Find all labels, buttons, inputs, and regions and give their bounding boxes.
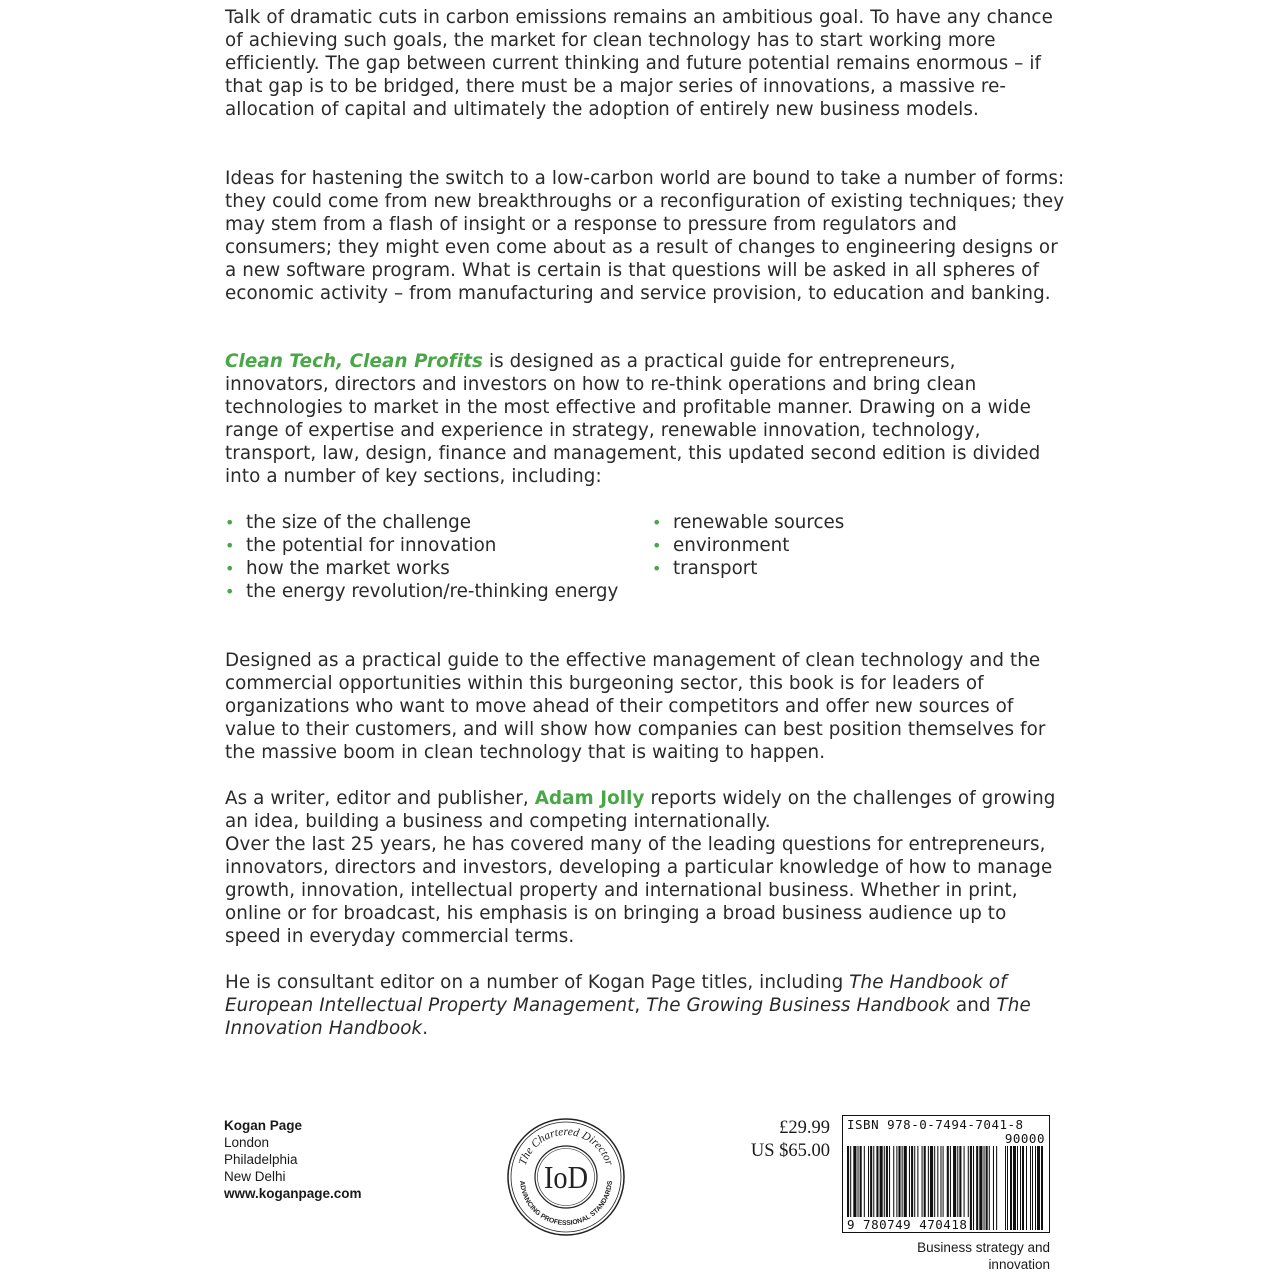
isbn-addon-code: 90000: [1004, 1131, 1045, 1146]
paragraph-5-text: [225, 787, 1065, 833]
addon-bar: [1030, 1146, 1031, 1230]
barcode-bar: [979, 1146, 982, 1230]
list-item-label: the energy revolution/re-thinking energy: [246, 581, 619, 602]
list-item: [225, 534, 625, 557]
barcode-bar: [993, 1146, 994, 1230]
list-item: [225, 511, 625, 534]
title-growing-business: The Growing Business Handbook: [646, 995, 950, 1016]
publisher-website: www.koganpage.com: [224, 1186, 362, 1201]
publisher-info: [224, 1117, 362, 1202]
paragraph-editor: [225, 971, 1065, 1040]
author-intro-rest: reports widely on the challenges of growing an idea, building a business and competing internationally.: [225, 788, 1056, 832]
isbn-barcode: [842, 1115, 1050, 1233]
paragraph-1-text: Talk of dramatic cuts in carbon emissions remains an ambitious goal. To have any chance of achieving such goals, the market for clean technology has to start working more efficiently. The gap between current thinking and future potential remains enormous – if that gap is to be bridged, there must be a major series of innovations, a massive re-allocation of capital and ultimately the adoption of entirely new business models.: [225, 7, 1053, 120]
seal-top-text: The Chartered Director: [516, 1125, 616, 1167]
bullet-icon: •: [225, 513, 235, 532]
addon-bar: [1020, 1146, 1021, 1230]
paragraph-3-rest: is designed as a practical guide for entrepreneurs, innovators, directors and investors on how to re-think operations and bring clean technologies to market in the most effective and profitable manner. Drawing on a wide range of expertise and experience in strategy, renewable innovation, technology, transport, law, design, finance and management, this updated second edition is divided into a number of key sections, including:: [225, 351, 1041, 487]
addon-bar: [1007, 1146, 1008, 1230]
barcode-bar: [989, 1146, 990, 1230]
publisher-city: London: [224, 1135, 270, 1150]
title-innovation-handbook: The Innovation Handbook: [225, 995, 1031, 1039]
paragraph-book-summary: [225, 350, 1065, 488]
publisher-name: Kogan Page: [224, 1118, 303, 1133]
separator: ,: [634, 995, 647, 1016]
paragraph-5-bio: Over the last 25 years, he has covered many of the leading questions for entrepreneurs, innovators, directors and investors, developing a particular knowledge of how to manage growth, innovation, intellectual property and international business. Whether in print, online or for broadcast, his emphasis is on bringing a broad business audience up to speed in everyday commercial terms.: [225, 834, 1053, 947]
seal-bottom-text: ADVANCING PROFESSIONAL STANDARDS: [517, 1180, 615, 1228]
list-item-label: environment: [673, 535, 790, 556]
paragraph-author: [225, 787, 1065, 948]
paragraph-2-text: Ideas for hastening the switch to a low-carbon world are bound to take a number of forms: they could come from new breakthroughs or a reconfiguration of existing techniques; they may stem from a flash of insight or a response to pressure from regulators and consumers; they might even come about as a result of changes to engineering designs or a new software program. What is certain is that questions will be asked in all spheres of economic activity – from manufacturing and service provision, to education and banking.: [225, 168, 1065, 304]
barcode-bar: [976, 1146, 978, 1230]
barcode-bar: [984, 1146, 985, 1230]
list-item: [225, 580, 625, 603]
addon-bar: [1032, 1146, 1033, 1230]
bullet-icon: •: [225, 559, 235, 578]
list-item: [652, 511, 952, 534]
separator: and: [949, 995, 997, 1016]
author-intro: As a writer, editor and publisher,: [225, 788, 535, 809]
title-ip-handbook: The Handbook of European Intellectual Property Management: [225, 972, 1007, 1016]
paragraph-6-text: [225, 971, 1065, 1040]
addon-bar: [1026, 1146, 1027, 1230]
addon-bar: [1022, 1146, 1024, 1230]
editor-intro: He is consultant editor on a number of Kogan Page titles, including: [225, 972, 850, 993]
paragraph-intro: [225, 6, 1065, 121]
bullet-icon: •: [652, 513, 662, 532]
bullet-icon: •: [225, 582, 235, 601]
addon-bar: [1013, 1146, 1016, 1230]
list-item-label: the potential for innovation: [246, 535, 497, 556]
list-item: [652, 557, 952, 580]
paragraph-3-text: [225, 350, 1065, 488]
bullet-icon: •: [225, 536, 235, 555]
price-uk: £29.99: [779, 1118, 830, 1138]
addon-bar: [1041, 1146, 1043, 1230]
addon-bar: [1005, 1146, 1006, 1230]
price-us: US $65.00: [750, 1141, 830, 1161]
list-item: [225, 557, 625, 580]
publisher-city: Philadelphia: [224, 1152, 298, 1167]
period: .: [422, 1018, 429, 1039]
barcode-bar: [986, 1146, 988, 1230]
publisher-city: New Delhi: [224, 1169, 286, 1184]
addon-bar: [1010, 1146, 1012, 1230]
addon-bar: [1037, 1146, 1040, 1230]
book-category: Business strategy and innovation: [917, 1240, 1050, 1272]
addon-bar: [1017, 1146, 1018, 1230]
barcode-bar: [970, 1146, 972, 1230]
list-item-label: renewable sources: [673, 512, 845, 533]
book-title: Clean Tech, Clean Profits: [225, 351, 484, 372]
list-item-label: transport: [673, 558, 758, 579]
seal-monogram: IoD: [544, 1159, 588, 1195]
price-block: [700, 1117, 830, 1163]
key-sections-list-left: [225, 511, 625, 603]
bullet-icon: •: [652, 536, 662, 555]
list-item: [652, 534, 952, 557]
barcode-bar: [996, 1146, 997, 1230]
chartered-director-seal-icon: [506, 1117, 626, 1237]
barcode-bar: [973, 1146, 974, 1230]
paragraph-ideas: [225, 167, 1065, 305]
isbn-digits: 9 780749 470418: [847, 1217, 968, 1232]
bullet-icon: •: [652, 559, 662, 578]
addon-bar: [1035, 1146, 1036, 1230]
list-item-label: the size of the challenge: [246, 512, 471, 533]
list-item-label: how the market works: [246, 558, 450, 579]
isbn-label: ISBN 978-0-7494-7041-8: [847, 1117, 1024, 1132]
paragraph-guide: [225, 649, 1065, 764]
author-name: Adam Jolly: [534, 788, 645, 809]
key-sections-list-right: [652, 511, 952, 580]
paragraph-4-text: Designed as a practical guide to the effective management of clean technology and the commercial opportunities within this burgeoning sector, this book is for leaders of organizations who want to move ahead of their competitors and offer new sources of value to their customers, and will show how companies can best position themselves for the massive boom in clean technology that is waiting to happen.: [225, 650, 1046, 763]
